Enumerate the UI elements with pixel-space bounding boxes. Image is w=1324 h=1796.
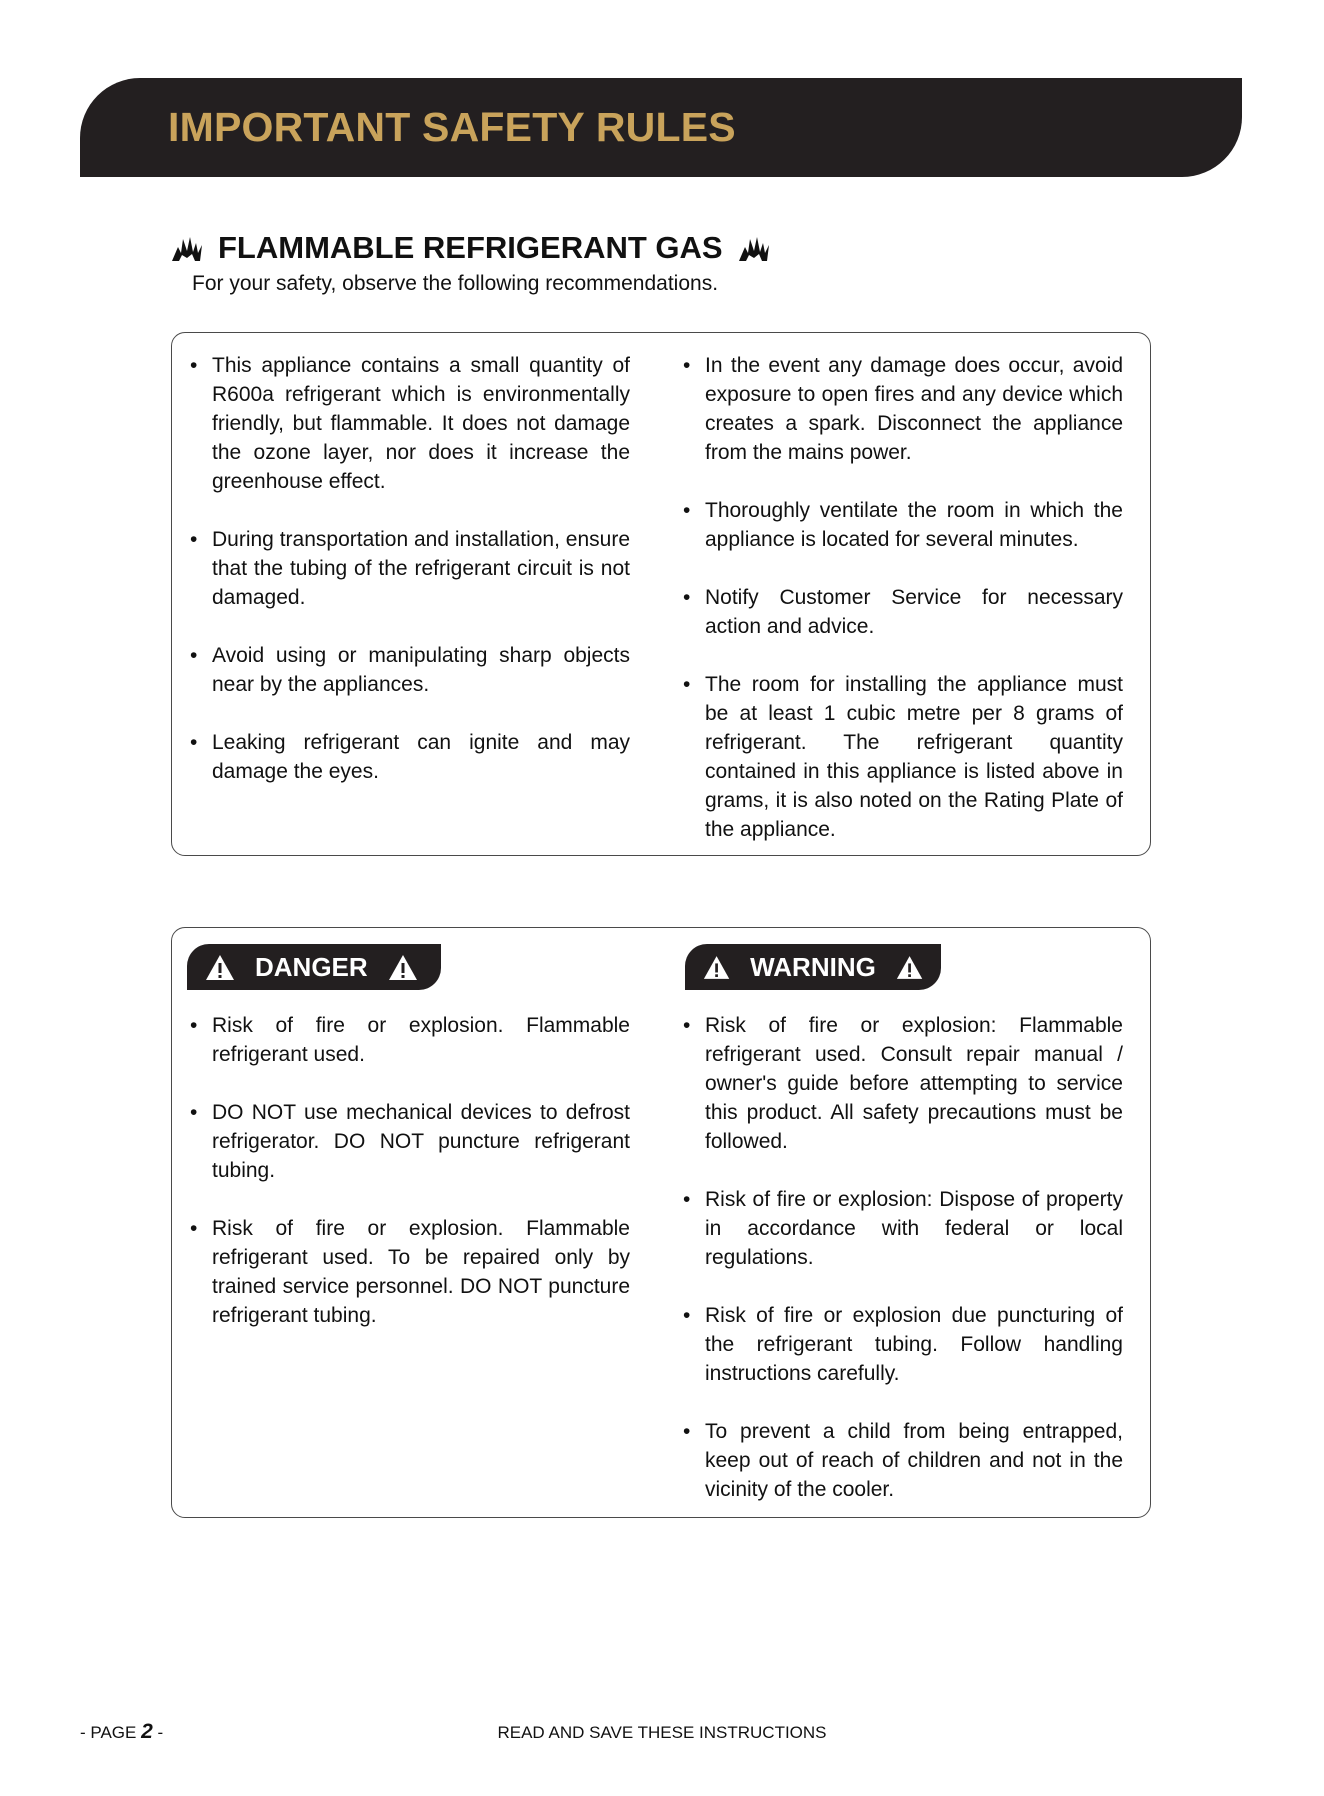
section-title: FLAMMABLE REFRIGERANT GAS (218, 230, 723, 265)
warning-triangle-icon (388, 954, 418, 981)
page-title: IMPORTANT SAFETY RULES (168, 104, 736, 150)
list-item: • This appliance contains a small quantity of R600a refrigerant which is environmentally friendly, but flammable. It does not damage the ozone layer, nor does it increase the greenhouse effect. (190, 351, 630, 496)
page-number-value: 2 (141, 1720, 153, 1743)
list-item: • During transportation and installation, ensure that the tubing of the refrigerant circuit is not damaged. (190, 525, 630, 612)
flame-icon (170, 233, 204, 263)
list-item: • Risk of fire or explosion. Flammable refrigerant used. (190, 1011, 630, 1069)
section-heading (170, 230, 771, 266)
list-item: • Risk of fire or explosion: Flammable refrigerant used. Consult repair manual / owner's guide before attempting to service this product. All safety precautions must be followed. (683, 1011, 1123, 1156)
warning-triangle-icon (896, 954, 923, 981)
list-item: • Leaking refrigerant can ignite and may damage the eyes. (190, 728, 630, 786)
warning-triangle-icon (205, 954, 235, 981)
warning-badge (685, 944, 941, 990)
header-band (80, 78, 1242, 177)
warning-column (683, 1011, 1123, 1533)
left-column (190, 351, 630, 815)
list-item: • Thoroughly ventilate the room in which the appliance is located for several minutes. (683, 496, 1123, 554)
page-prefix: - PAGE (80, 1723, 142, 1742)
list-item: • In the event any damage does occur, avoid exposure to open fires and any device which creates a spark. Disconnect the appliance from the mains power. (683, 351, 1123, 467)
warning-triangle-icon (703, 954, 730, 981)
danger-badge (187, 944, 441, 990)
list-item: • Risk of fire or explosion: Dispose of property in accordance with federal or local regulations. (683, 1185, 1123, 1272)
list-item: • Risk of fire or explosion. Flammable refrigerant used. To be repaired only by trained service personnel. DO NOT puncture refrigerant tubing. (190, 1214, 630, 1330)
warning-label: WARNING (750, 951, 876, 982)
section-subtitle: For your safety, observe the following recommendations. (192, 272, 719, 295)
list-item: • Notify Customer Service for necessary action and advice. (683, 583, 1123, 641)
list-item: • The room for installing the appliance must be at least 1 cubic metre per 8 grams of refrigerant. The refrigerant quantity contained in this appliance is listed above in grams, it is also noted on the Rating Plate of the appliance. (683, 670, 1123, 844)
flame-icon (737, 233, 771, 263)
footer-instructions: READ AND SAVE THESE INSTRUCTIONS (497, 1723, 827, 1742)
danger-column (190, 1011, 630, 1359)
list-item: • To prevent a child from being entrapped, keep out of reach of children and not in the vicinity of the cooler. (683, 1417, 1123, 1504)
right-column (683, 351, 1123, 873)
danger-label: DANGER (255, 951, 368, 982)
page-suffix: - (152, 1723, 164, 1742)
list-item: • Risk of fire or explosion due puncturing of the refrigerant tubing. Follow handling instructions carefully. (683, 1301, 1123, 1388)
danger-warning-box (171, 927, 1151, 1518)
list-item: • DO NOT use mechanical devices to defrost refrigerator. DO NOT puncture refrigerant tubing. (190, 1098, 630, 1185)
flammable-info-box (171, 332, 1151, 856)
list-item: • Avoid using or manipulating sharp objects near by the appliances. (190, 641, 630, 699)
